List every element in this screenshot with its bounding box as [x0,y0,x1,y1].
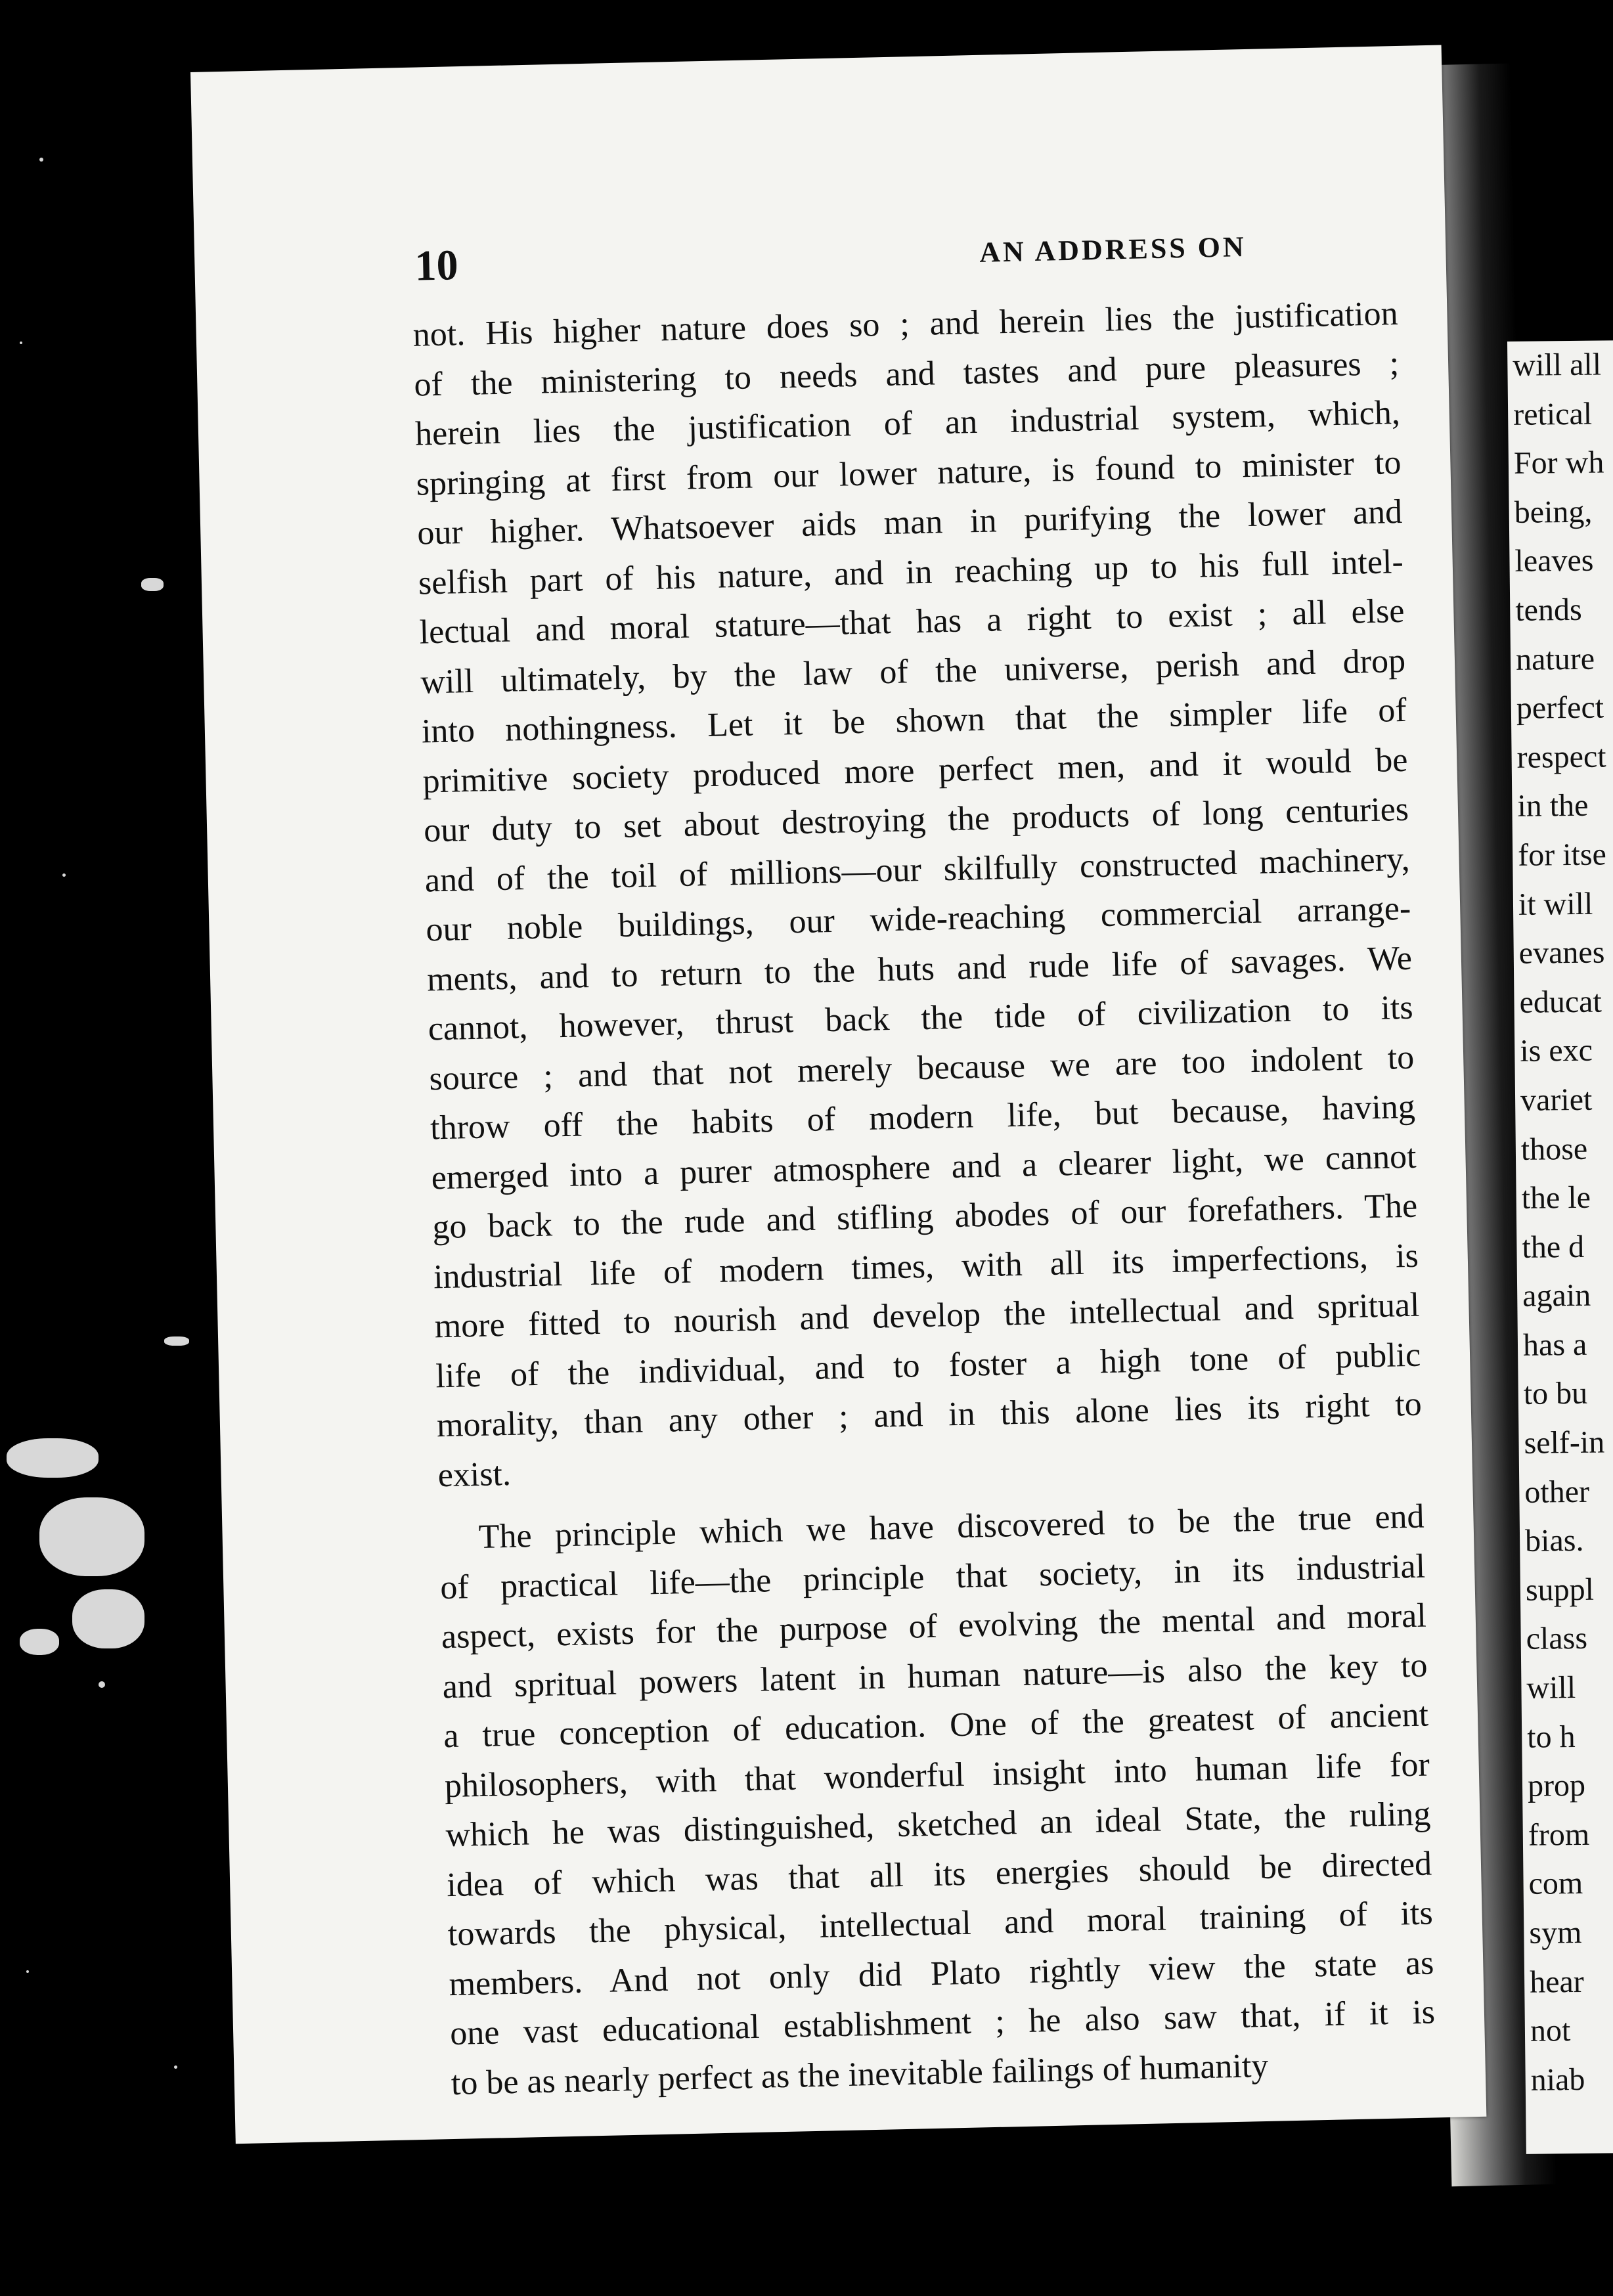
adjacent-page-line: is exc [1520,1033,1593,1069]
adjacent-page-line: will all [1513,347,1602,383]
running-head [414,220,1394,290]
adjacent-page-line: from [1528,1817,1590,1853]
adjacent-page-edge [1507,340,1613,2154]
text-line: members. And not only did Plato rightly view the state as [448,1943,1434,2003]
adjacent-page-line: educat [1519,984,1602,1020]
adjacent-page-line: respect [1516,739,1606,775]
adjacent-page-line: perfect [1516,690,1604,726]
adjacent-page-line: again [1522,1278,1591,1314]
running-head-title: AN ADDRESS ON [979,230,1247,269]
adjacent-page-line: bias. [1524,1523,1584,1559]
text-line: which he was distinguished, sketched an ideal State, the ruling [445,1795,1431,1855]
text-line: will ultimately, by the law of the universe, perish and drop [420,642,1406,701]
text-line: source ; and that not merely because we are too indolent to [428,1038,1415,1097]
paragraph-1 [412,289,1423,1500]
text-line: throw off the habits of modern life, but because, having [430,1088,1416,1147]
adjacent-page-line: nature [1515,641,1595,677]
text-line: not. His higher nature does so ; and herein lies the justification [412,294,1399,354]
adjacent-page-line: the d [1522,1229,1585,1265]
text-line: The principle which we have discovered to be the true end [478,1497,1425,1556]
text-line: exist. [437,1455,512,1494]
text-line: towards the physical, intellectual and moral training of its [447,1894,1434,1954]
adjacent-page-line: the le [1521,1180,1591,1216]
adjacent-page-line: not [1530,2013,1571,2048]
text-line: a true conception of education. One of the greatest of ancient [443,1696,1429,1755]
adjacent-page-line: will [1526,1670,1576,1706]
adjacent-page-line: being, [1514,494,1593,530]
adjacent-page-line: in the [1517,788,1589,824]
adjacent-page-line: has a [1522,1327,1587,1363]
text-line: life of the individual, and to foster a high tone of public [435,1336,1421,1395]
adjacent-page-line: leaves [1514,543,1594,579]
adjacent-page-line: to h [1526,1719,1576,1755]
text-line: one vast educational establishment ; he also saw that, if it is [449,1993,1436,2053]
text-line: morality, than any other ; and in this alone lies its right to [436,1385,1423,1445]
adjacent-page-line: evanes [1518,935,1605,971]
adjacent-page-line: for itse [1517,837,1607,873]
adjacent-page-line: suppl [1525,1572,1595,1608]
text-line: selfish part of his nature, and in reaching up to his full intel- [418,542,1404,602]
adjacent-page-line: retical [1513,396,1593,432]
text-line: lectual and moral stature—that has a right to exist ; all else [419,592,1405,651]
text-line: and spritual powers latent in human nature—is also the key to [442,1646,1428,1706]
text-line: of the ministering to needs and tastes and pure pleasures ; [413,344,1400,404]
text-line: philosophers, with that wonderful insight into human life for [444,1745,1430,1805]
adjacent-page-line: it will [1518,886,1593,922]
adjacent-page-line: sym [1529,1914,1582,1951]
text-line: our noble buildings, our wide-reaching commercial arrange- [425,889,1411,949]
adjacent-page-text [1507,340,1613,2105]
paragraph-2 [439,1492,1436,2109]
text-line: springing at first from our lower nature, is found to minister to [416,443,1402,503]
text-line: into nothingness. Let it be shown that the simpler life of [421,691,1407,751]
text-line: to be as nearly perfect as the inevitable failings of humanity [451,2046,1269,2102]
text-line: aspect, exists for the purpose of evolving the mental and moral [441,1597,1427,1656]
adjacent-page-line: self-in [1524,1424,1605,1461]
adjacent-page-line: niab [1530,2062,1585,2098]
adjacent-page-line: For wh [1513,445,1604,481]
text-line: cannot, however, thrust back the tide of civilization to its [428,988,1414,1048]
text-line: emerged into a purer atmosphere and a clearer light, we cannot [431,1137,1417,1197]
text-line: industrial life of modern times, with all its imperfections, is [433,1237,1419,1296]
text-line: primitive society produced more perfect men, and it would be [422,741,1408,801]
adjacent-page-line: com [1528,1866,1583,1902]
text-line: and of the toil of millions—our skilfully constructed machinery, [424,840,1411,899]
adjacent-page-line: to bu [1523,1376,1588,1412]
text-line: idea of which was that all its energies should be directed [446,1844,1432,1904]
text-line: ments, and to return to the huts and rude life of savages. We [426,939,1413,998]
adjacent-page-line: prop [1527,1768,1586,1804]
adjacent-page-line: variet [1520,1082,1593,1118]
body-text [412,289,1436,2108]
adjacent-page-line: class [1526,1621,1588,1657]
text-line: of practical life—the principle that society, in its industrial [439,1547,1426,1606]
text-line: go back to the rude and stifling abodes of our forefathers. The [431,1187,1418,1247]
text-line: herein lies the justification of an industrial system, which, [414,393,1401,453]
adjacent-page-line: other [1524,1474,1590,1510]
adjacent-page-line: tends [1515,592,1582,628]
text-line: our higher. Whatsoever aids man in purifying the lower and [416,493,1403,552]
book-page [190,45,1486,2144]
page-number: 10 [414,241,459,290]
adjacent-page-line: those [1520,1131,1588,1167]
text-line: our duty to set about destroying the products of long centuries [423,790,1409,850]
adjacent-page-line: hear [1529,1964,1585,2000]
text-line: more fitted to nourish and develop the intellectual and spritual [434,1286,1421,1346]
